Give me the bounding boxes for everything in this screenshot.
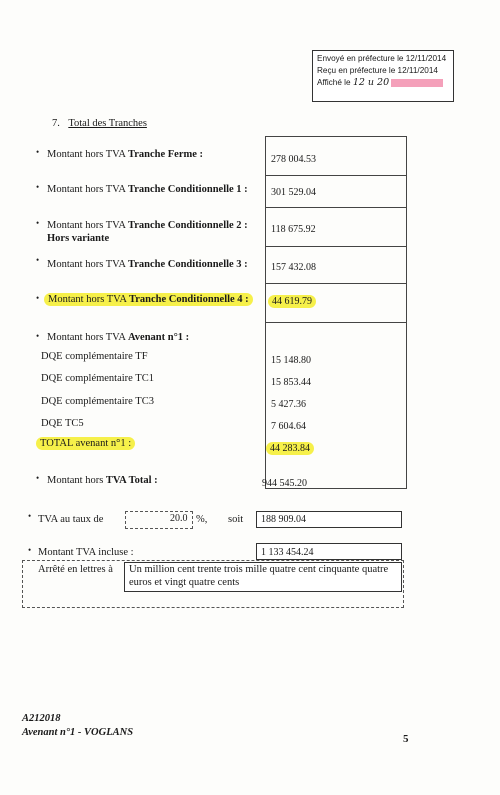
stamp-sent-line: Envoyé en préfecture le 12/11/2014 — [317, 54, 447, 63]
row-divider — [265, 283, 406, 284]
stamp-posted-prefix: Affiché le — [317, 78, 351, 87]
row-label-tc1: Montant hors TVA Tranche Conditionnelle 1 : — [47, 184, 248, 195]
avenant-item-label: DQE TC5 — [41, 418, 84, 429]
avenant-item-label: DQE complémentaire TC3 — [41, 396, 154, 407]
avenant-item-label: DQE complémentaire TC1 — [41, 373, 154, 384]
footer-document-title: Avenant n°1 - VOGLANS — [22, 727, 134, 738]
row-value-tc4: 44 619.79 — [268, 296, 316, 307]
section-heading — [52, 118, 147, 129]
total-ht-label: Montant hors TVA Total : — [47, 475, 158, 486]
tva-label: TVA au taux de — [38, 514, 104, 525]
row-divider — [265, 246, 406, 247]
bullet: • — [36, 293, 40, 303]
row-label-tranche-ferme: Montant hors TVA Tranche Ferme : — [47, 149, 204, 160]
section-number: 7. — [52, 118, 60, 129]
value-column-top-border — [265, 136, 406, 137]
bullet: • — [28, 511, 32, 521]
stamp-posted-handwritten: 12 u 20 — [352, 77, 390, 88]
row-value-tc3: 157 432.08 — [271, 262, 316, 273]
bullet: • — [28, 545, 32, 555]
avenant-item-label: DQE complémentaire TF — [41, 351, 148, 362]
avenant-item-value: 5 427.36 — [271, 399, 306, 410]
ttc-label: Montant TVA incluse : — [38, 547, 134, 558]
row-label-tc4: Montant hors TVA Tranche Conditionnelle 4 : — [44, 293, 253, 306]
page-number: 5 — [403, 733, 409, 745]
row-divider — [265, 207, 406, 208]
tva-rate-value: 20.0 — [170, 513, 188, 524]
row-value-tranche-ferme: 278 004.53 — [271, 154, 316, 165]
bullet: • — [36, 147, 40, 157]
stamp-received-line: Reçu en préfecture le 12/11/2014 — [317, 66, 438, 75]
row-label-tc3: Montant hors TVA Tranche Conditionnelle 3 : — [47, 259, 248, 270]
avenant-item-value: 15 853.44 — [271, 377, 311, 388]
footer-reference: A212018 — [22, 713, 61, 724]
total-ht-value: 944 545.20 — [262, 478, 307, 489]
section-title: Total des Tranches — [68, 118, 147, 129]
row-value-tc2: 118 675.92 — [271, 224, 316, 235]
ttc-amount-value: 1 133 454.24 — [261, 547, 314, 558]
row-divider — [265, 322, 406, 323]
tva-amount-value: 188 909.04 — [261, 514, 306, 525]
row-value-tc1: 301 529.04 — [271, 187, 316, 198]
value-column-right-border — [406, 136, 407, 489]
amount-in-words-label: Arrêté en lettres à — [38, 564, 113, 575]
redaction-mark — [391, 79, 443, 87]
avenant-total-label: TOTAL avenant n°1 : — [36, 437, 135, 450]
bullet: • — [36, 473, 40, 483]
tva-soit-label: soit — [228, 514, 244, 525]
tva-percent-sign: %, — [196, 514, 208, 525]
bullet: • — [36, 255, 40, 265]
row-divider — [265, 175, 406, 176]
amount-in-words-value: Un million cent trente trois mille quatre cent cinquante quatre euros et vingt quatre cents — [129, 564, 389, 588]
row-label-tc2: Montant hors TVA Tranche Conditionnelle 2 : Hors variante — [47, 220, 248, 244]
bullet: • — [36, 182, 40, 192]
value-column-left-border — [265, 136, 266, 489]
avenant-total-value: 44 283.84 — [266, 443, 314, 454]
bullet: • — [36, 218, 40, 228]
prefecture-stamp — [312, 50, 454, 102]
stamp-posted-line — [317, 77, 449, 89]
row-label-avenant: Montant hors TVA Avenant n°1 : — [47, 332, 190, 343]
avenant-item-value: 7 604.64 — [271, 421, 306, 432]
bullet: • — [36, 331, 40, 341]
avenant-item-value: 15 148.80 — [271, 355, 311, 366]
